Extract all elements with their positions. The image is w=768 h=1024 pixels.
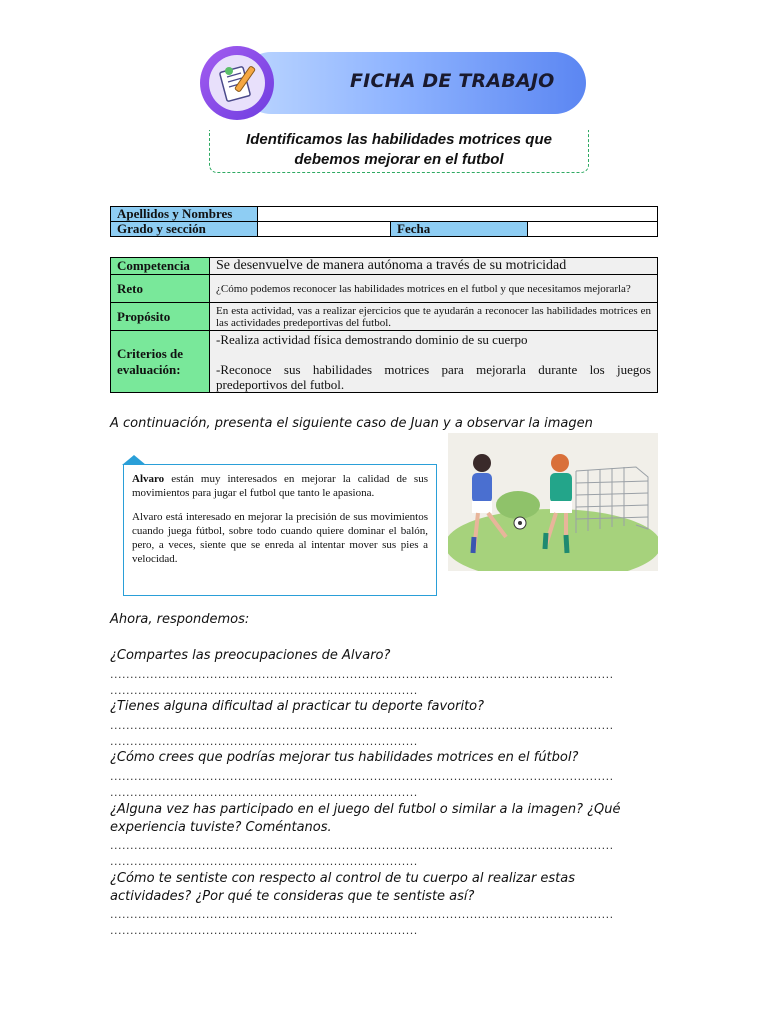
proposito-label: Propósito	[111, 303, 210, 331]
subtitle-line-1: Identificamos las habilidades motrices que	[246, 131, 552, 148]
soccer-illustration	[448, 433, 658, 571]
date-label: Fecha	[391, 222, 528, 237]
worksheet-icon	[209, 55, 265, 111]
case-paragraph-1	[132, 472, 428, 500]
answer-line-1b[interactable]: .............................................................................	[110, 684, 418, 697]
worksheet-title: FICHA DE TRABAJO	[350, 70, 555, 92]
competencia-label: Competencia	[111, 258, 210, 275]
reto-label: Reto	[111, 275, 210, 303]
competencia-value: Se desenvuelve de manera autónoma a través de su motricidad	[210, 258, 658, 275]
case-text	[132, 472, 428, 576]
case-p1-rest: están muy interesados en mejorar la calidad de sus movimientos para jugar el futbol que tanto le apasiona.	[132, 473, 428, 499]
date-field[interactable]	[528, 222, 658, 237]
question-1: ¿Compartes las preocupaciones de Alvaro?	[110, 648, 391, 663]
answer-line-5a[interactable]: ..............................................................................................................................	[110, 908, 614, 921]
answer-line-2b[interactable]: .............................................................................	[110, 735, 418, 748]
respond-label: Ahora, respondemos:	[110, 612, 250, 627]
surname-field[interactable]	[258, 207, 658, 222]
question-4: ¿Alguna vez has participado en el juego del futbol o similar a la imagen? ¿Qué experiencia tuviste? Coméntanos.	[110, 802, 621, 835]
answer-line-2a[interactable]: ..............................................................................................................................	[110, 719, 614, 732]
subtitle-line-2: debemos mejorar en el futbol	[294, 151, 504, 168]
banner-circle	[200, 46, 274, 120]
grade-field[interactable]	[258, 222, 391, 237]
answer-line-1a[interactable]: ..............................................................................................................................	[110, 668, 614, 681]
answer-line-4a[interactable]: ..............................................................................................................................	[110, 839, 614, 852]
worksheet-subtitle	[209, 130, 589, 170]
answer-line-3a[interactable]: ..............................................................................................................................	[110, 770, 614, 783]
intro-text: A continuación, presenta el siguiente caso de Juan y a observar la imagen	[110, 416, 593, 431]
criterios-value	[210, 331, 658, 393]
student-info-table	[110, 206, 658, 237]
question-3: ¿Cómo crees que podrías mejorar tus habilidades motrices en el fútbol?	[110, 750, 579, 765]
answer-line-4b[interactable]: .............................................................................	[110, 855, 418, 868]
criterio-1: -Realiza actividad física demostrando dominio de su cuerpo	[216, 331, 528, 347]
grade-label: Grado y sección	[111, 222, 258, 237]
question-2: ¿Tienes alguna dificultad al practicar tu deporte favorito?	[110, 699, 485, 714]
reto-value: ¿Cómo podemos reconocer las habilidades motrices en el futbol y que necesitamos mejorarla?	[210, 275, 658, 303]
surname-label: Apellidos y Nombres	[111, 207, 258, 222]
criterio-2: -Reconoce sus habilidades motrices para mejorarla durante los juegos predeportivos del futbol.	[216, 361, 651, 392]
case-paragraph-2: Alvaro está interesado en mejorar la precisión de sus movimientos cuando juega fútbol, sobre todo cuando quiere dominar el balón, pero, a veces, siente que se enreda al intentar mover sus pies a velocidad.	[132, 511, 428, 565]
competency-table	[110, 257, 658, 393]
case-name: Alvaro	[132, 473, 165, 485]
question-5: ¿Cómo te sentiste con respecto al control de tu cuerpo al realizar estas actividades? ¿Por qué te consideras que te sentiste así?	[110, 871, 576, 904]
header-banner	[200, 46, 588, 120]
criterios-label: Criterios de evaluación:	[111, 331, 210, 393]
proposito-value: En esta actividad, vas a realizar ejercicios que te ayudarán a reconocer las habilidades motrices en las actividades predeportivas del futbol.	[210, 303, 658, 331]
answer-line-5b[interactable]: .............................................................................	[110, 924, 418, 937]
answer-line-3b[interactable]: .............................................................................	[110, 786, 418, 799]
